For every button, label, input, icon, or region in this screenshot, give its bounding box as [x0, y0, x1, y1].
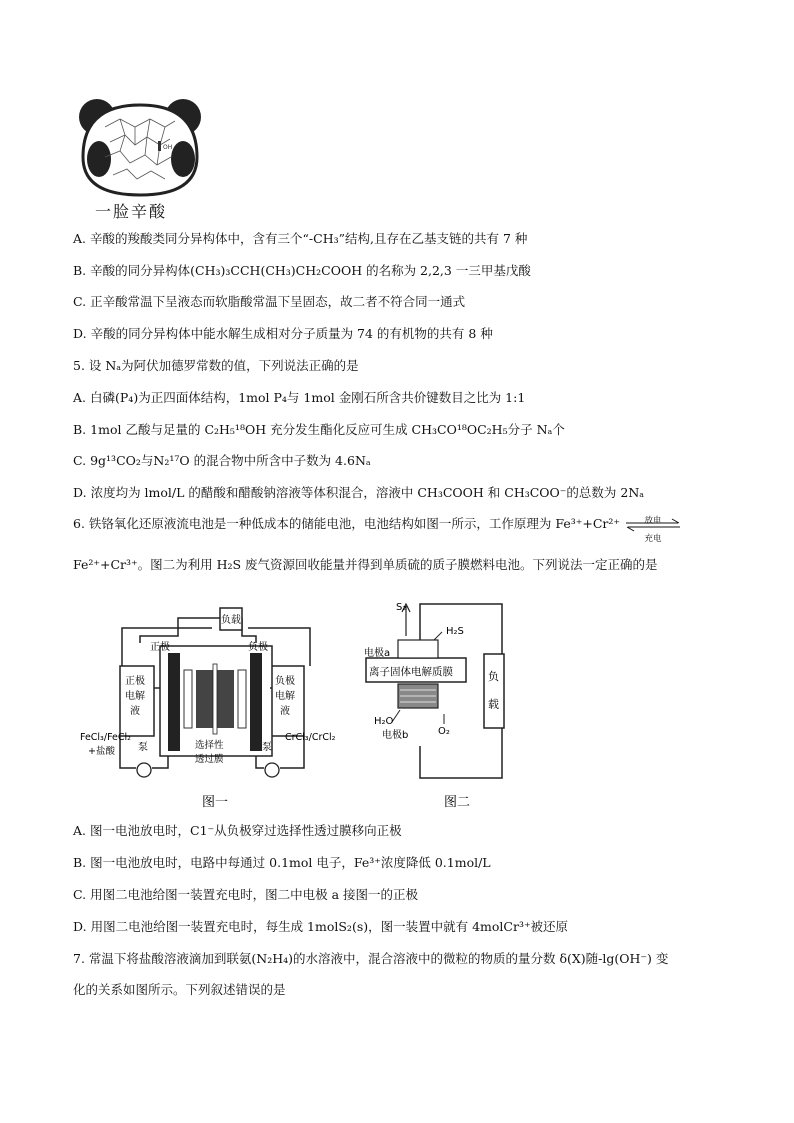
q5-option-b: B. 1mol 乙酸与足量的 C₂H₅¹⁸OH 充分发生酯化反应可生成 CH₃CO¹⁸OC₂H₅分子 Nₐ个 — [73, 422, 565, 437]
figure-two-diagram — [360, 598, 510, 813]
fig1-left-tank-1: 正极 — [125, 676, 145, 687]
fig1-left-solution-2: +盐酸 — [88, 746, 115, 757]
reversible-arrow: 放电 充电 — [624, 516, 682, 534]
q5-stem: 5. 设 Nₐ为阿伏加德罗常数的值，下列说法正确的是 — [73, 358, 359, 373]
q5-option-d: D. 浓度均为 lmol/L 的醋酸和醋酸钠溶液等体积混合，溶液中 CH₃COOH 和 CH₃COO⁻的总数为 2Nₐ — [73, 485, 645, 500]
fig2-electrolyte-label: 离子固体电解质膜 — [369, 666, 453, 678]
fig2-caption: 图二 — [444, 795, 471, 810]
fig2-h2o-label: H₂O — [374, 716, 394, 727]
fig1-right-tank-3: 液 — [280, 706, 290, 717]
fig2-h2s-label: H₂S — [446, 626, 464, 637]
fig1-pump-left: 泵 — [138, 742, 148, 753]
fig2-electrode-a-label: 电极a — [364, 648, 391, 659]
q5-option-c: C. 9g¹³CO₂与N₂¹⁷O 的混合物中所含中子数为 4.6Nₐ — [73, 453, 371, 468]
svg-text:OH: OH — [163, 144, 173, 151]
fig2-load-2: 载 — [488, 698, 499, 711]
q6-option-a: A. 图一电池放电时，C1⁻从负极穿过选择性透过膜移向正极 — [73, 823, 402, 838]
fig1-negative-label: 负极 — [248, 642, 268, 653]
q6-option-b: B. 图一电池放电时，电路中每通过 0.1mol 电子，Fe³⁺浓度降低 0.1mol/L — [73, 855, 491, 870]
fig1-right-solution: CrCl₃/CrCl₂ — [285, 732, 336, 743]
q7-stem-line2: 化的关系如图所示。下列叙述错误的是 — [73, 982, 286, 997]
fig1-caption: 图一 — [202, 795, 229, 810]
fig1-left-solution-1: FeCl₃/FeCl₂ — [80, 732, 131, 743]
q4-option-c: C. 正辛酸常温下呈液态而软脂酸常温下呈固态，故二者不符合同一通式 — [73, 294, 466, 309]
fig1-left-tank-3: 液 — [130, 706, 140, 717]
q6-option-c: C. 用图二电池给图一装置充电时，图二中电极 a 接图一的正极 — [73, 887, 418, 902]
fig1-load-label: 负载 — [221, 615, 241, 626]
panda-caption: 一脸辛酸 — [95, 202, 168, 221]
q4-option-b: B. 辛酸的同分异构体(CH₃)₃CCH(CH₃)CH₂COOH 的名称为 2,2,3 一三甲基戊酸 — [73, 263, 531, 278]
fig1-membrane-1: 选择性 — [195, 740, 224, 751]
q4-option-a: A. 辛酸的羧酸类同分异构体中，含有三个“-CH₃”结构,且存在乙基支链的共有 7 种 — [73, 231, 528, 246]
fig2-o2-label: O₂ — [438, 726, 450, 737]
fig1-right-tank-2: 电解 — [275, 691, 295, 702]
figure-one-diagram — [80, 598, 350, 813]
q4-option-d: D. 辛酸的同分异构体中能水解生成相对分子质量为 74 的有机物的共有 8 种 — [73, 326, 493, 341]
q6-stem-line2: Fe²⁺+Cr³⁺。图二为利用 H₂S 废气资源回收能量并得到单质硫的质子膜燃料电池。下列说法一定正确的是 — [73, 557, 658, 572]
fig1-left-tank-2: 电解 — [125, 691, 145, 702]
q5-option-a: A. 白磷(P₄)为正四面体结构，1mol P₄与 1mol 金刚石所含共价键数目之比为 1:1 — [73, 390, 526, 405]
fig2-load-1: 负 — [488, 670, 499, 683]
panda-illustration — [75, 97, 205, 197]
fig2-s2-label: S₂ — [396, 602, 407, 613]
fig1-pump-right: 泵 — [262, 742, 272, 753]
fig1-membrane-2: 透过膜 — [195, 754, 224, 765]
q7-stem-line1: 7. 常温下将盐酸溶液滴加到联氨(N₂H₄)的水溶液中，混合溶液中的微粒的物质的量分数 δ(X)随-lg(OH⁻) 变 — [73, 951, 669, 966]
fig1-right-tank-1: 负极 — [275, 676, 295, 687]
fig2-electrode-b-label: 电极b — [382, 730, 409, 741]
q6-option-d: D. 用图二电池给图一装置充电时，每生成 1molS₂(s)，图一装置中就有 4molCr³⁺被还原 — [73, 919, 569, 934]
q6-stem-line1: 6. 铁铬氧化还原液流电池是一种低成本的储能电池，电池结构如图一所示，工作原理为 Fe³⁺+Cr²⁺ 放电 充电 — [73, 515, 682, 534]
fig1-positive-label: 正极 — [150, 642, 170, 653]
